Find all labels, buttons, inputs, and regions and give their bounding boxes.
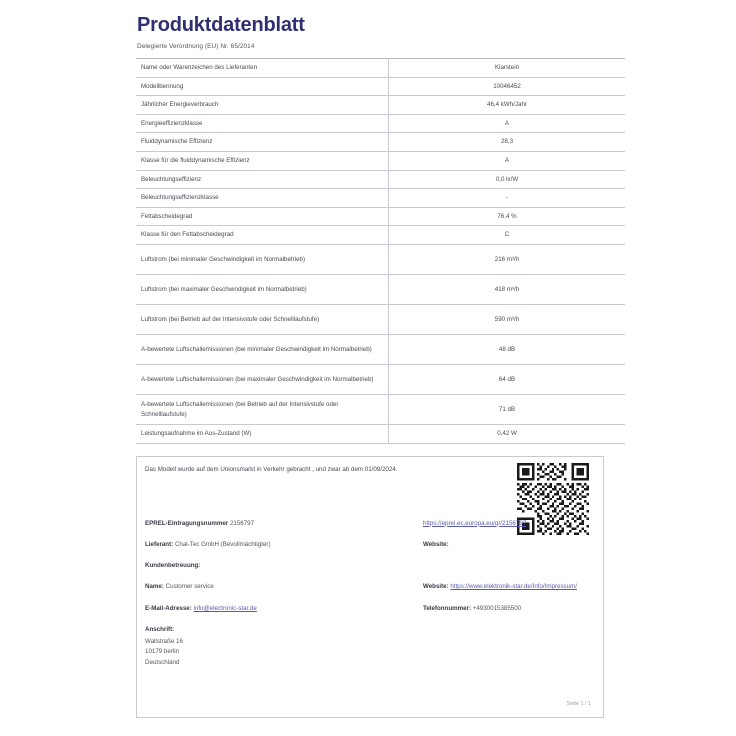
table-row	[136, 133, 625, 152]
supplier-website-label: Website:	[423, 540, 449, 548]
spec-value: A	[389, 152, 626, 171]
email-link[interactable]: info@electronic-star.de	[193, 604, 257, 612]
table-row	[136, 335, 625, 365]
spec-label: Fettabscheidegrad	[136, 207, 389, 226]
spec-value: -	[389, 189, 626, 208]
spec-label: Klasse für die fluiddynamische Effizienz	[136, 152, 389, 171]
spec-label: A-bewertete Luftschallemissionen (bei maximaler Geschwindigkeit im Normalbetrieb)	[136, 365, 389, 395]
spec-label: Jährlicher Energieverbrauch	[136, 96, 389, 115]
care-website-link[interactable]: https://www.elektronik-star.de/Info/Impressum/	[450, 583, 577, 591]
name-label: Name:	[145, 583, 164, 591]
table-row	[136, 226, 625, 245]
table-row	[136, 59, 625, 78]
table-row	[136, 77, 625, 96]
address-line-3: Deutschland	[145, 659, 180, 667]
customer-care-row	[145, 561, 593, 571]
supplier-label: Lieferant:	[145, 540, 174, 548]
spec-label: Luftstrom (bei minimaler Geschwindigkeit im Normalbetrieb)	[136, 245, 389, 275]
spec-value: 76,4 %	[389, 207, 626, 226]
spec-value: 0,0 lx/W	[389, 170, 626, 189]
contact-details	[145, 519, 593, 670]
datasheet-sheet	[131, 0, 605, 736]
table-row	[136, 275, 625, 305]
table-row	[136, 207, 625, 226]
name-left	[145, 582, 423, 592]
spec-label: Beleuchtungseffizienzklasse	[136, 189, 389, 208]
email-label: E-Mail-Adresse:	[145, 604, 192, 612]
supplier-right	[423, 540, 593, 550]
address-block	[145, 625, 423, 669]
page-title: Produktdatenblatt	[137, 14, 305, 36]
spec-value: 28,3	[389, 133, 626, 152]
customer-care-label: Kundenbetreuung:	[145, 562, 201, 570]
address-row	[145, 625, 593, 669]
care-website-right	[423, 582, 593, 592]
spec-value: A	[389, 114, 626, 133]
spec-label: Name oder Warenzeichen des Lieferanten	[136, 59, 389, 78]
name-row	[145, 582, 593, 592]
spec-label: Leistungsaufnahme im Aus-Zustand (W)	[136, 425, 389, 444]
eprel-right	[423, 519, 593, 529]
address-label: Anschrift:	[145, 625, 175, 633]
eprel-label: EPREL-Eintragungsnummer	[145, 519, 229, 527]
spec-value: 216 m³/h	[389, 245, 626, 275]
eprel-row	[145, 519, 593, 529]
table-row	[136, 305, 625, 335]
name-value: Customer service	[165, 583, 214, 591]
spec-label: Fluiddynamische Effizienz	[136, 133, 389, 152]
spec-value: C	[389, 226, 626, 245]
spec-label: A-bewertete Luftschallemissionen (bei Betrieb auf der Intensivstufe oder Schnelllaufstufe)	[136, 395, 389, 425]
spec-label: Energieeffizienzklasse	[136, 114, 389, 133]
spec-value: 64 dB	[389, 365, 626, 395]
table-row	[136, 152, 625, 171]
table-row	[136, 365, 625, 395]
customer-care-left	[145, 561, 423, 571]
supplier-info-panel	[136, 456, 604, 718]
table-row	[136, 245, 625, 275]
table-row	[136, 96, 625, 115]
spec-label: Modellbennung	[136, 77, 389, 96]
specification-table	[136, 58, 625, 444]
page-footer: Seite 1 / 1	[566, 700, 591, 707]
supplier-left	[145, 540, 423, 550]
eprel-left	[145, 519, 423, 529]
spec-value: 71 dB	[389, 395, 626, 425]
care-website-label: Website:	[423, 583, 449, 591]
market-placement-note: Das Modell wurde auf dem Unionsmarkt in Verkehr gebracht , und zwar ab dem 01/09/2024.	[145, 465, 398, 473]
email-left	[145, 604, 423, 614]
email-row	[145, 604, 593, 614]
table-row	[136, 425, 625, 444]
spec-value: 590 m³/h	[389, 305, 626, 335]
eprel-number: 2156797	[229, 519, 255, 527]
spec-value: Klarstein	[389, 59, 626, 78]
spec-value: 0,42 W	[389, 425, 626, 444]
phone-right	[423, 604, 593, 614]
table-row	[136, 189, 625, 208]
address-line-2: 10179 berlin	[145, 648, 180, 656]
spec-value: 46,4 kWh/Jahr	[389, 96, 626, 115]
regulation-subtitle: Delegierte Verordnung (EU) Nr. 65/2014	[137, 43, 255, 50]
table-row	[136, 395, 625, 425]
spec-label: Luftstrom (bei maximaler Geschwindigkeit im Normalbetrieb)	[136, 275, 389, 305]
spec-label: A-bewertete Luftschallemissionen (bei minimaler Geschwindigkeit im Normalbetrieb)	[136, 335, 389, 365]
spec-label: Luftstrom (bei Betrieb auf der Intensivstufe oder Schnelllaufstufe)	[136, 305, 389, 335]
supplier-row	[145, 540, 593, 550]
supplier-value: Chal-Tec GmbH (Bevollmächtigter)	[174, 540, 271, 548]
spec-value: 48 dB	[389, 335, 626, 365]
spec-value: 418 m³/h	[389, 275, 626, 305]
table-row	[136, 170, 625, 189]
spec-label: Beleuchtungseffizienz	[136, 170, 389, 189]
phone-value: +4930015385500	[472, 604, 522, 612]
address-line-1: Wallstraße 16	[145, 637, 183, 645]
spec-label: Klasse für den Fettabscheidegrad	[136, 226, 389, 245]
eprel-url-link[interactable]: https://eprel.ec.europa.eu/qr/2156797	[423, 519, 527, 527]
spec-value: 10046452	[389, 77, 626, 96]
table-row	[136, 114, 625, 133]
phone-label: Telefonnummer:	[423, 604, 472, 612]
specification-table-body	[136, 59, 625, 444]
